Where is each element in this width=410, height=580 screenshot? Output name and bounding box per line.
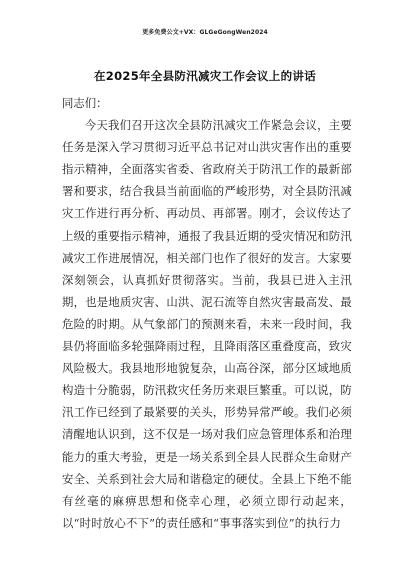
document-title: 在2025年全县防汛减灾工作会议上的讲话 <box>93 69 316 83</box>
body-paragraph: 今天我们召开这次全县防汛减灾工作紧急会议，主要任务是深入学习贯彻习近平总书记对山洪灾害作出的重要指示精神，全面落实省委、省政府关于防汛工作的最新部署和要求，结合我县当前面临的严峻形势，对全县防汛减灾工作进行再分析、再动员、再部署。刚才，会议传达了上级的重要指示精神，通报了我县近期的受灾情况和防汛减灾工作进展情况，相关部门也作了很好的发言。大家要深刻领会，认真抓好贯彻落实。当前，我县已进入主汛期，也是地质灾害、山洪、泥石流等自然灾害最高发、最危险的时期。从气象部门的预测来看，未来一段时间，我县仍将面临多轮强降雨过程，且降雨落区重叠度高，致灾风险极大。我县地形地貌复杂，山高谷深，部分区域地质构造十分脆弱，防汛救灾任务历来艰巨繁重。可以说，防汛工作已经到了最紧要的关头，形势异常严峻。我们必须清醒地认识到，这不仅是一场对我们应急管理体系和治理能力的重大考验，更是一场关系到全县人民群众生命财产安全、关系到社会大局和谐稳定的硬仗。全县上下绝不能有丝毫的麻痹思想和侥幸心理，必须立即行动起来，以“时时放心不下”的责任感和“事事落实到位”的执行力 <box>62 118 352 530</box>
salutation: 同志们： <box>62 96 108 110</box>
promo-banner: 更多免费公文+VX：GLGeGongWen2024 <box>142 29 268 36</box>
document-body <box>62 92 352 534</box>
